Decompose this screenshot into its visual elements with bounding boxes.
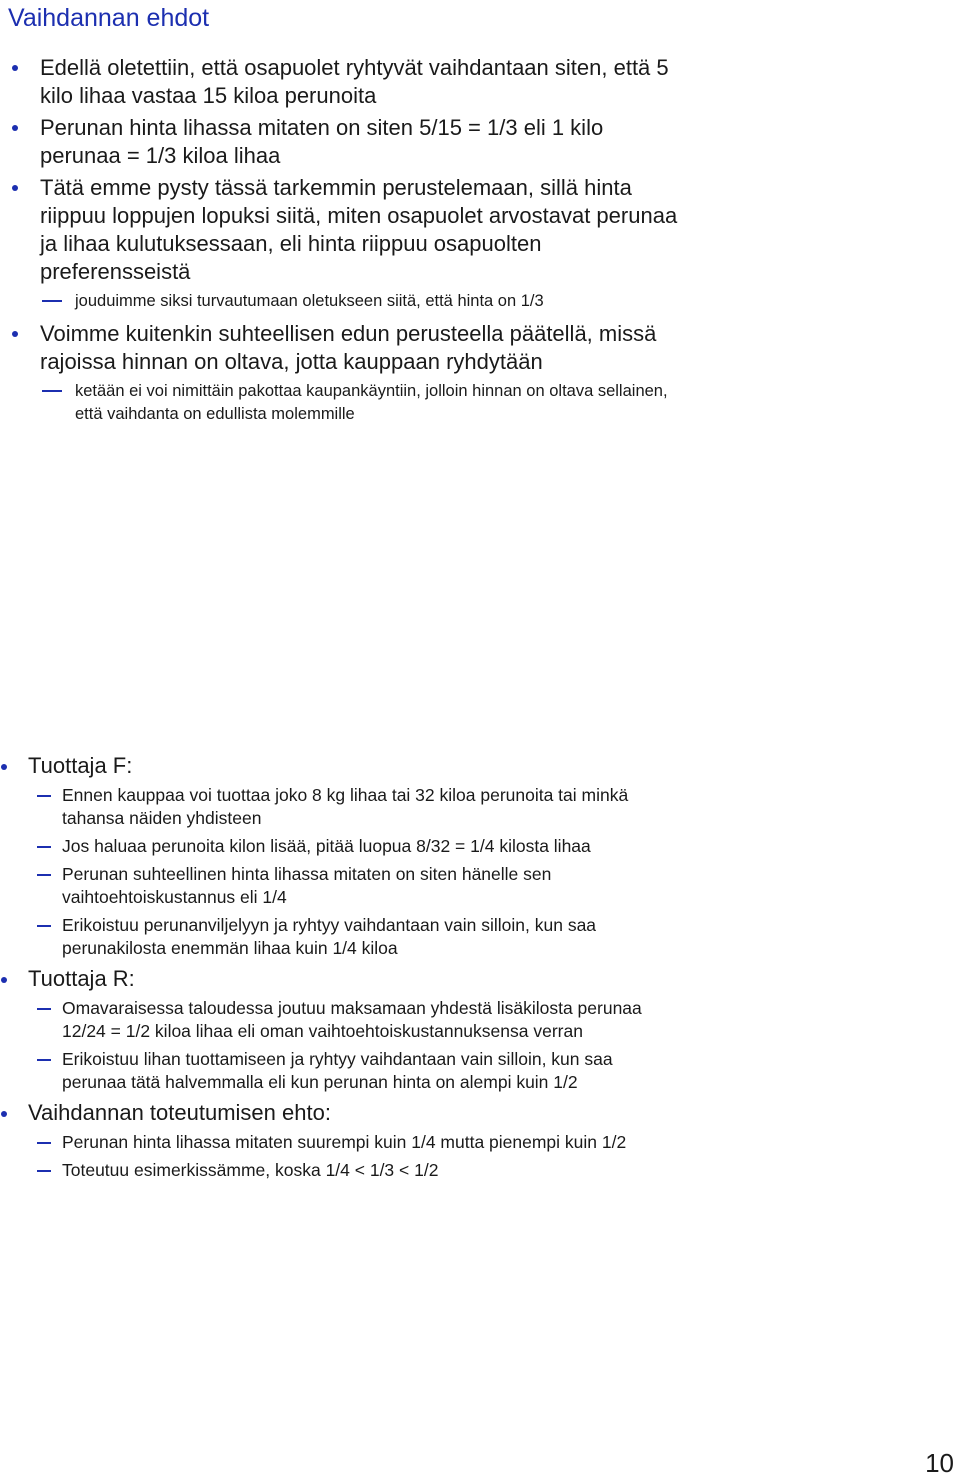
- bullet-dot-icon: [12, 185, 18, 191]
- bullet-text: Tuottaja F:: [28, 753, 133, 778]
- dash-icon: [37, 1142, 51, 1144]
- dash-icon: [37, 1008, 51, 1010]
- sub-bullet-item: [0, 997, 960, 1043]
- bullet-item: [0, 752, 960, 780]
- bullet-text: Erikoistuu perunanviljelyyn ja ryhtyy vaihdantaan vain silloin, kun saa perunakilosta enemmän lihaa kuin 1/4 kiloa: [62, 915, 597, 958]
- bullet-text: Edellä oletettiin, että osapuolet ryhtyvät vaihdantaan siten, että 5 kilo lihaa vastaa 15 kiloa perunoita: [40, 55, 669, 108]
- dash-icon: [37, 1170, 51, 1172]
- bullet-text: Ennen kauppaa voi tuottaa joko 8 kg lihaa tai 32 kiloa perunoita tai minkä tahansa näiden yhdisteen: [62, 785, 629, 828]
- sub-bullet-item: [0, 1048, 960, 1094]
- bullet-dot-icon: [1, 1111, 7, 1117]
- bullet-dot-icon: [1, 764, 7, 770]
- bullet-text: Jos haluaa perunoita kilon lisää, pitää luopua 8/32 = 1/4 kilosta lihaa: [62, 836, 591, 856]
- page-number: 10: [925, 1448, 954, 1478]
- bullet-dot-icon: [12, 65, 18, 71]
- dash-icon: [42, 300, 62, 302]
- dash-icon: [37, 874, 51, 876]
- sub-bullet-item: [0, 914, 960, 960]
- bullet-item: [0, 1099, 960, 1127]
- sub-bullet-item: [0, 290, 960, 313]
- dash-icon: [37, 846, 51, 848]
- sub-bullet-item: [0, 1131, 960, 1154]
- bullet-dot-icon: [12, 331, 18, 337]
- slide-2-content: [0, 752, 960, 1187]
- bullet-text: Tätä emme pysty tässä tarkemmin perustelemaan, sillä hinta riippuu loppujen lopuksi siitä, miten osapuolet arvostavat perunaa ja lihaa kulutuksessaan, eli hinta riippuu osapuolten preferensseistä: [40, 175, 678, 284]
- sub-bullet-item: [0, 784, 960, 830]
- bullet-dot-icon: [1, 977, 7, 983]
- sub-bullet-item: [0, 863, 960, 909]
- bullet-item: [0, 965, 960, 993]
- page-title: Vaihdannan ehdot: [8, 4, 210, 32]
- bullet-item: [0, 114, 960, 170]
- bullet-item: [0, 320, 960, 376]
- sub-bullet-item: [0, 380, 960, 426]
- dash-icon: [37, 795, 51, 797]
- bullet-text: Perunan suhteellinen hinta lihassa mitaten on siten hänelle sen vaihtoehtoiskustannus eli 1/4: [62, 864, 552, 907]
- bullet-text: Omavaraisessa taloudessa joutuu maksamaan yhdestä lisäkilosta perunaa 12/24 = 1/2 kiloa lihaa eli oman vaihtoehtoiskustannuksensa verran: [62, 998, 642, 1041]
- bullet-text: Voimme kuitenkin suhteellisen edun perusteella päätellä, missä rajoissa hinnan on oltava, jotta kauppaan ryhdytään: [40, 321, 657, 374]
- bullet-text: Tuottaja R:: [28, 966, 135, 991]
- bullet-item: [0, 174, 960, 286]
- bullet-text: Erikoistuu lihan tuottamiseen ja ryhtyy vaihdantaan vain silloin, kun saa perunaa tätä halvemmalla eli kun perunan hinta on alempi kuin 1/2: [62, 1049, 613, 1092]
- bullet-text: Vaihdannan toteutumisen ehto:: [28, 1100, 331, 1125]
- bullet-text: Perunan hinta lihassa mitaten on siten 5/15 = 1/3 eli 1 kilo perunaa = 1/3 kiloa lihaa: [40, 115, 604, 168]
- bullet-text: jouduimme siksi turvautumaan oletukseen siitä, että hinta on 1/3: [75, 292, 544, 310]
- sub-bullet-item: [0, 1159, 960, 1182]
- dash-icon: [37, 925, 51, 927]
- dash-icon: [37, 1059, 51, 1061]
- bullet-item: [0, 54, 960, 110]
- bullet-text: Perunan hinta lihassa mitaten suurempi kuin 1/4 mutta pienempi kuin 1/2: [62, 1132, 627, 1152]
- sub-bullet-item: [0, 835, 960, 858]
- bullet-dot-icon: [12, 125, 18, 131]
- dash-icon: [42, 390, 62, 392]
- slide-1-content: [0, 54, 960, 433]
- bullet-text: ketään ei voi nimittäin pakottaa kaupankäyntiin, jolloin hinnan on oltava sellainen, että vaihdanta on edullista molemmille: [75, 382, 668, 423]
- bullet-text: Toteutuu esimerkissämme, koska 1/4 < 1/3 < 1/2: [62, 1160, 439, 1180]
